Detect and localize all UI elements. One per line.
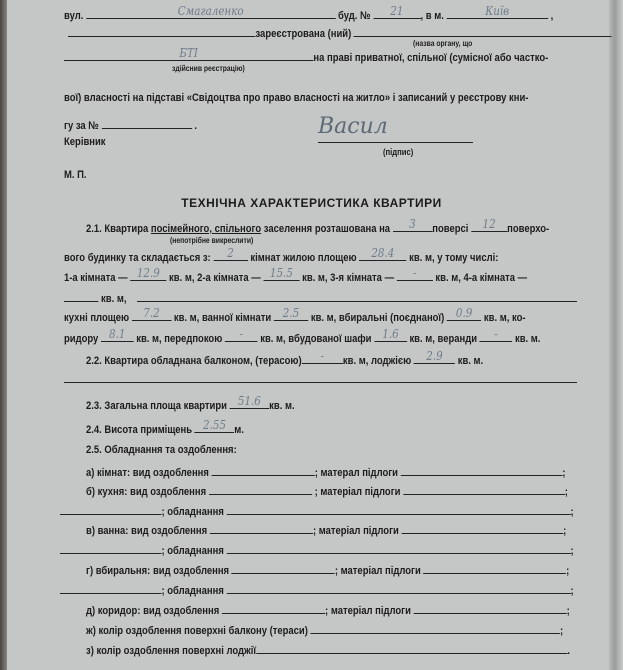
register-row: гу за № . — [64, 116, 197, 130]
s25-g-eq: ; обладнання ; — [60, 581, 574, 595]
street-field — [86, 6, 335, 19]
loggia-field: 2.9 — [414, 351, 455, 364]
s25-heading: 2.5. Обладнання та оздоблення: — [86, 444, 237, 456]
paper-edge-right — [609, 0, 623, 670]
register-field — [101, 116, 191, 129]
s25-v: в) ванна: вид оздоблення ; матеріал підлоги ; — [86, 521, 566, 535]
floors-field: 12 — [471, 219, 507, 232]
street-label: вул. — [64, 10, 84, 22]
room3-field: - — [397, 268, 433, 281]
room4-field — [64, 289, 98, 302]
s25-zh: ж) колір оздоблення поверхні балкону (тераси) ; — [86, 621, 563, 635]
balcony-field: - — [302, 351, 343, 364]
city-label: , в м. — [420, 10, 444, 22]
s23-row: 2.3. Загальна площа квартири 51.6 кв. м. — [86, 394, 295, 412]
ownership-text-2: вої) власності на підставі «Свідоцтва про право власності на житло» і записаний у реєстрову кни- — [64, 92, 529, 104]
rooms-field: 2 — [213, 248, 247, 261]
s25-d: д) коридор: вид оздоблення ; матеріал підлоги ; — [86, 601, 570, 615]
closet-field: 1.6 — [374, 329, 407, 342]
city-value: Київ — [485, 4, 510, 18]
organ-note-2: здійснив реєстрацію) — [172, 64, 245, 73]
s25-a: а) кімнат: вид оздоблення ; матерал підлоги ; — [86, 463, 565, 477]
ownership-row — [64, 48, 548, 62]
paper-edge-left — [0, 0, 7, 670]
blank-line — [64, 382, 577, 383]
building-value: 21 — [390, 4, 404, 18]
s21-row2: вого будинку та складається з: 2 кімнат жилою площею 28.4 кв. м, у тому числі: — [64, 246, 499, 264]
kitchen-field: 7.2 — [132, 308, 172, 321]
s21-row5: кухні площею 7.2 кв. м, ванної кімнати 2.5 кв. м, вбиральні (поєднаної) 0.9 кв. м, ко- — [64, 306, 526, 324]
s24-row: 2.4. Висота приміщень 2.55 м. — [86, 418, 244, 436]
organ-value: БТІ — [179, 46, 198, 60]
s21-row4: кв. м, — [64, 289, 126, 303]
signature-line — [318, 142, 473, 143]
s25-b: б) кухня: вид оздоблення ; матеріал підлоги ; — [86, 482, 568, 496]
signature: Васил — [318, 114, 388, 139]
register-label: гу за № — [64, 120, 99, 132]
room2-field: 15.5 — [263, 268, 299, 281]
height-field: 2.55 — [195, 420, 235, 433]
section-title: ТЕХНІЧНА ХАРАКТЕРИСТИКА КВАРТИРИ — [181, 196, 442, 210]
blank-field — [354, 24, 612, 37]
s22-row: 2.2. Квартира обладнана балконом, (терасою) - кв. м, лоджією 2.9 кв. м. — [86, 349, 484, 367]
blank-field — [68, 24, 255, 37]
hall-field: - — [225, 329, 258, 342]
s25-z: з) колір оздоблення поверхні лоджії . — [86, 641, 570, 655]
building-field — [373, 6, 420, 19]
signature-note: (підпис) — [383, 147, 414, 157]
living-area-field: 28.4 — [359, 248, 406, 261]
stamp-label: М. П. — [64, 169, 87, 181]
head-label: Керівник — [64, 136, 106, 148]
street-value: Смагаленко — [177, 4, 244, 18]
s21-row6: ридору 8.1 кв. м, передпокою - кв. м, вбудованої шафи 1.6 кв. м, веранди - кв. м. — [64, 327, 541, 345]
registered-label: зареєстрована (ний) — [255, 28, 352, 40]
ownership-text: на праві приватної, спільної (сумісної або частко- — [313, 52, 549, 64]
floor-field: 3 — [393, 219, 433, 232]
s25-b-eq: ; обладнання ; — [60, 502, 574, 516]
s21-row3: 1-а кімната — 12.9 кв. м, 2-а кімната — 15.5 кв. м, 3-я кімната — - кв. м, 4-а кімната — — [64, 266, 528, 284]
registered-row — [68, 24, 612, 38]
s25-v-eq: ; обладнання ; — [60, 541, 574, 555]
bath-field: 2.5 — [274, 308, 308, 321]
s21-row1: 2.1. Квартира посімейного, спільного заселення розташована на 3 поверсі 12 поверхо- — [86, 217, 550, 235]
wc-field: 0.9 — [447, 308, 481, 321]
organ-note: (назва органу, що — [413, 39, 473, 48]
city-field — [446, 6, 547, 19]
total-area-field: 51.6 — [230, 396, 270, 409]
address-row: вул. Смагаленко буд. № 21 , в м. Київ , — [64, 4, 554, 22]
blank-line — [137, 301, 577, 302]
strike-note: (непотрібне викреслити) — [170, 236, 254, 245]
building-label: буд. № — [338, 10, 371, 22]
veranda-field: - — [480, 329, 513, 342]
s25-g: г) вбиральня: вид оздоблення ; матеріал підлоги ; — [86, 561, 569, 575]
corridor-field: 8.1 — [101, 329, 134, 342]
organ-field — [64, 48, 313, 61]
room1-field: 12.9 — [130, 268, 166, 281]
